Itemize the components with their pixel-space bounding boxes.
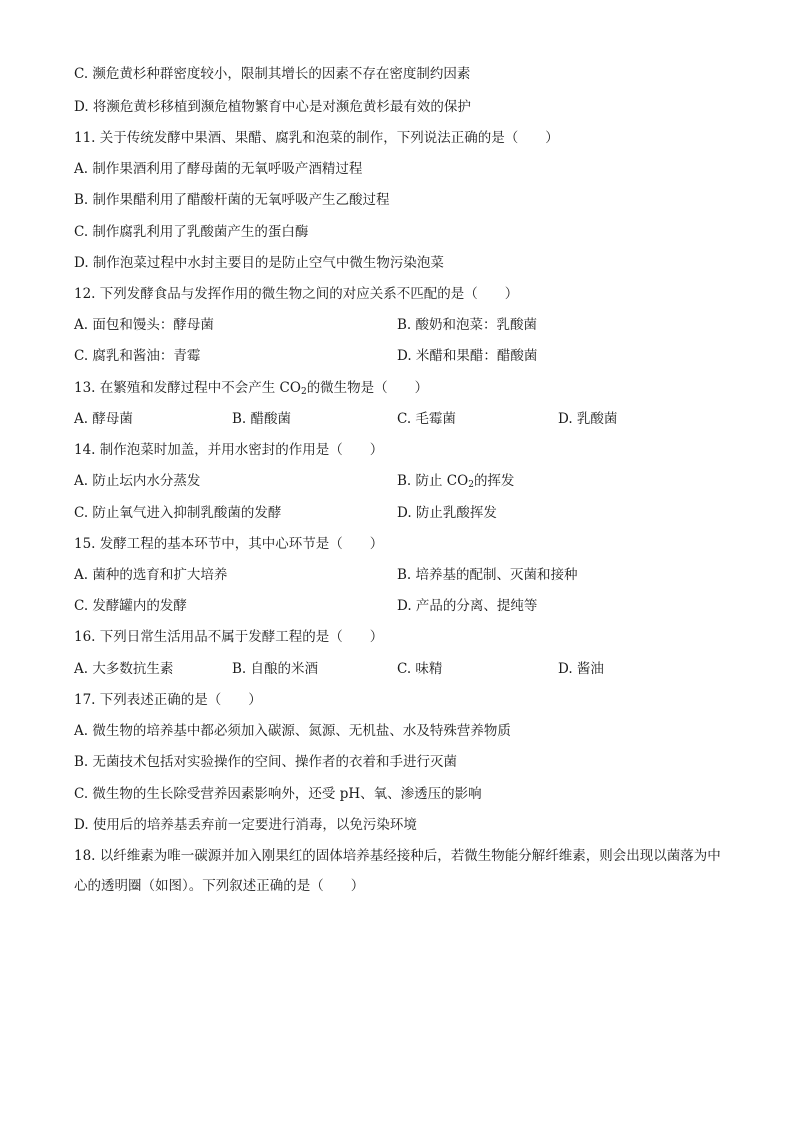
q14-option-d: D. 防止乳酸挥发 bbox=[397, 505, 497, 521]
q13-option-a: A. 酵母菌 bbox=[74, 411, 133, 427]
q11-option-b: B. 制作果醋利用了醋酸杆菌的无氧呼吸产生乙酸过程 bbox=[74, 192, 390, 208]
q11-option-d: D. 制作泡菜过程中水封主要目的是防止空气中微生物污染泡菜 bbox=[74, 255, 444, 271]
q17-option-a: A. 微生物的培养基中都必须加入碳源、氮源、无机盐、水及特殊营养物质 bbox=[74, 723, 511, 739]
q13-option-c: C. 毛霉菌 bbox=[397, 411, 456, 427]
q10-option-c: C. 濒危黄杉种群密度较小，限制其增长的因素不存在密度制约因素 bbox=[74, 66, 471, 82]
q14b-text-end: 的挥发 bbox=[473, 473, 515, 489]
q12-option-c: C. 腐乳和酱油：青霉 bbox=[74, 348, 201, 364]
q13-subscript: 2 bbox=[300, 387, 307, 397]
q14-option-b bbox=[397, 471, 514, 491]
question-16: 16. 下列日常生活用品不属于发酵工程的是（ ） bbox=[74, 629, 384, 645]
q14-option-c: C. 防止氧气进入抑制乳酸菌的发酵 bbox=[74, 505, 282, 521]
q13-text-end: 的微生物是（ ） bbox=[306, 380, 429, 396]
q16-options-row bbox=[74, 659, 734, 679]
question-17: 17. 下列表述正确的是（ ） bbox=[74, 692, 262, 708]
q13-options-row bbox=[74, 409, 734, 429]
q15-options-row-1 bbox=[74, 565, 734, 585]
q10-option-d: D. 将濒危黄杉移植到濒危植物繁育中心是对濒危黄杉最有效的保护 bbox=[74, 99, 471, 115]
q11-option-a: A. 制作果酒利用了酵母菌的无氧呼吸产酒精过程 bbox=[74, 161, 363, 177]
q16-option-a: A. 大多数抗生素 bbox=[74, 661, 174, 677]
q15-options-row-2 bbox=[74, 596, 734, 616]
question-18: 18. 以纤维素为唯一碳源并加入刚果红的固体培养基经接种后，若微生物能分解纤维素，则会出现以菌落为中心的透明圈（如图）。下列叙述正确的是（ ） bbox=[74, 848, 721, 894]
q16-option-c: C. 味精 bbox=[397, 661, 443, 677]
q12-option-d: D. 米醋和果醋：醋酸菌 bbox=[397, 348, 538, 364]
q17-option-d: D. 使用后的培养基丢弃前一定要进行消毒，以免污染环境 bbox=[74, 817, 417, 833]
q14-option-a: A. 防止坛内水分蒸发 bbox=[74, 473, 201, 489]
q12-options-row-2 bbox=[74, 346, 734, 366]
question-13 bbox=[74, 378, 734, 398]
q14-options-row-1 bbox=[74, 471, 734, 491]
question-11: 11. 关于传统发酵中果酒、果醋、腐乳和泡菜的制作，下列说法正确的是（ ） bbox=[74, 130, 559, 146]
q15-option-a: A. 菌种的选育和扩大培养 bbox=[74, 567, 228, 583]
q16-option-b: B. 自酿的米酒 bbox=[232, 661, 319, 677]
q13-option-b: B. 醋酸菌 bbox=[232, 411, 292, 427]
q15-option-c: C. 发酵罐内的发酵 bbox=[74, 598, 187, 614]
q12-options-row-1 bbox=[74, 315, 734, 335]
q15-option-d: D. 产品的分离、提纯等 bbox=[397, 598, 538, 614]
question-15: 15. 发酵工程的基本环节中，其中心环节是（ ） bbox=[74, 536, 384, 552]
q16-option-d: D. 酱油 bbox=[558, 661, 604, 677]
q13-option-d: D. 乳酸菌 bbox=[558, 411, 618, 427]
q12-option-b: B. 酸奶和泡菜：乳酸菌 bbox=[397, 317, 538, 333]
q14b-subscript: 2 bbox=[468, 480, 474, 490]
q15-option-b: B. 培养基的配制、灭菌和接种 bbox=[397, 567, 578, 583]
q13-text-start: 13. 在繁殖和发酵过程中不会产生 CO bbox=[74, 380, 301, 396]
question-14: 14. 制作泡菜时加盖，并用水密封的作用是（ ） bbox=[74, 442, 384, 458]
question-12: 12. 下列发酵食品与发挥作用的微生物之间的对应关系不匹配的是（ ） bbox=[74, 286, 519, 302]
q11-option-c: C. 制作腐乳利用了乳酸菌产生的蛋白酶 bbox=[74, 224, 309, 240]
q12-option-a: A. 面包和馒头：酵母菌 bbox=[74, 317, 214, 333]
q14-options-row-2 bbox=[74, 503, 734, 523]
q17-option-c: C. 微生物的生长除受营养因素影响外，还受 pH、氧、渗透压的影响 bbox=[74, 786, 482, 802]
q14b-text-start: B. 防止 CO bbox=[397, 473, 469, 489]
q17-option-b: B. 无菌技术包括对实验操作的空间、操作者的衣着和手进行灭菌 bbox=[74, 754, 458, 770]
